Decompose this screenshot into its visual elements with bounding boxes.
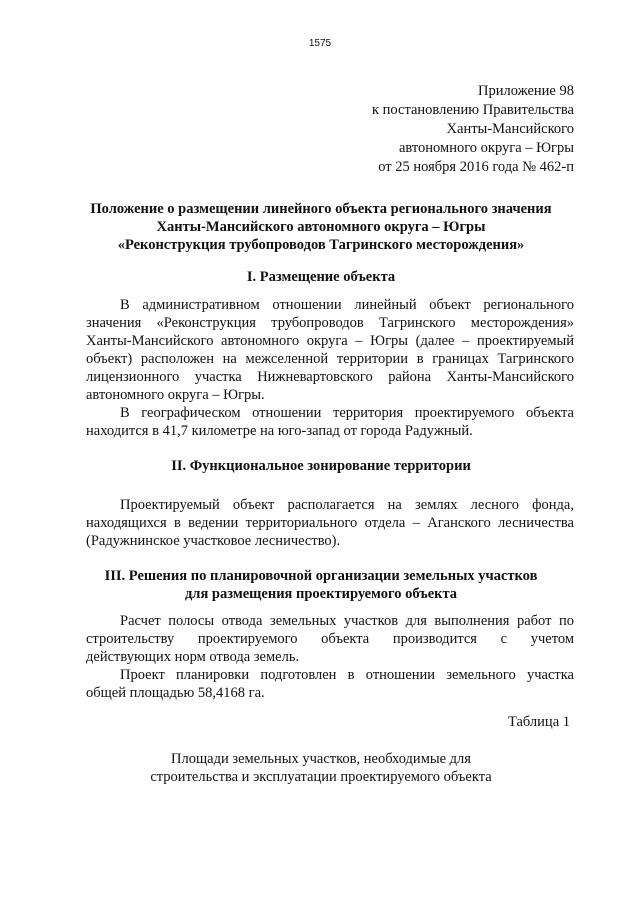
section-1-heading: I. Размещение объекта — [246, 269, 396, 285]
section-3-paragraph-1 — [86, 612, 574, 666]
text-line: Проект планировки подготовлен в отношении земельного участка — [120, 667, 574, 683]
text-line: строительству проектируемого объекта производится с учетом — [86, 631, 574, 647]
appendix-block — [274, 82, 574, 177]
text-line: автономного округа – Югры. — [86, 387, 265, 403]
appendix-line: Приложение 98 — [478, 83, 574, 99]
text-line: Ханты-Мансийского автономного округа – Югры (далее – проектируемый — [86, 333, 574, 349]
text-line: Расчет полосы отвода земельных участков для выполнения работ по — [120, 613, 574, 629]
title-line: «Реконструкция трубопроводов Тагринского месторождения» — [117, 237, 525, 253]
section-2-heading: II. Функциональное зонирование территории — [171, 458, 471, 474]
caption-line: Площади земельных участков, необходимые для — [171, 751, 471, 767]
section-2-paragraph-1 — [86, 496, 574, 550]
text-line: В административном отношении линейный объект регионального — [120, 297, 574, 313]
appendix-line: от 25 ноября 2016 года № 462-п — [378, 159, 574, 175]
text-line: действующих норм отвода земель. — [86, 649, 300, 665]
heading-line: для размещения проектируемого объекта — [184, 586, 458, 602]
text-line: объект) расположен на межселенной территории в границах Тагринского — [86, 351, 574, 367]
table-caption — [68, 750, 574, 786]
section-3-paragraph-2 — [86, 666, 574, 702]
text-line: Проектируемый объект располагается на землях лесного фонда, — [120, 497, 574, 513]
text-line: общей площадью 58,4168 га. — [86, 685, 265, 701]
text-line: находящихся в ведении территориального отдела – Аганского лесничества — [86, 515, 574, 531]
heading-line: III. Решения по планировочной организации земельных участков — [104, 568, 538, 584]
text-line: находится в 41,7 километре на юго-запад от города Радужный. — [86, 423, 473, 439]
title-line: Ханты-Мансийского автономного округа – Югры — [156, 219, 486, 235]
table-label: Таблица 1 — [507, 714, 570, 730]
appendix-line: к постановлению Правительства — [372, 102, 574, 118]
page-number: 1575 — [308, 38, 332, 49]
section-1-paragraph-1 — [86, 296, 574, 404]
text-line: В географическом отношении территория проектируемого объекта — [120, 405, 574, 421]
section-3-heading — [68, 567, 574, 603]
document-title — [68, 200, 574, 254]
text-line: значения «Реконструкция трубопроводов Тагринского месторождения» — [86, 315, 574, 331]
appendix-line: Ханты-Мансийского — [446, 121, 574, 137]
text-line: лицензионного участка Нижневартовского района Ханты-Мансийского — [86, 369, 574, 385]
caption-line: строительства и эксплуатации проектируемого объекта — [150, 769, 492, 785]
text-line: (Радужнинское участковое лесничество). — [86, 533, 341, 549]
section-1-paragraph-2 — [86, 404, 574, 440]
title-line: Положение о размещении линейного объекта регионального значения — [90, 201, 552, 217]
appendix-line: автономного округа – Югры — [398, 140, 574, 156]
